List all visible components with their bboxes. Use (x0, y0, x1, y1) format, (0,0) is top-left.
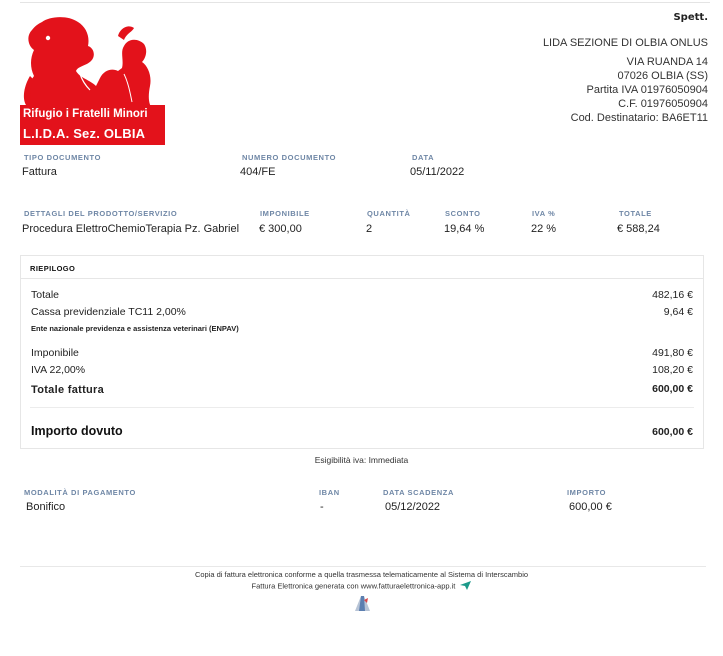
payment-amount-value: 600,00 € (569, 501, 612, 513)
summary-cassa-note: Ente nazionale previdenza e assistenza veterinari (ENPAV) (31, 324, 239, 333)
summary-iva-value: 108,20 € (652, 364, 693, 376)
recipient-city: 07026 OLBIA (SS) (617, 70, 708, 82)
importo-dovuto-value: 600,00 € (652, 426, 693, 438)
summary-totale-fattura-value: 600,00 € (652, 383, 693, 395)
payment-iban-label: IBAN (319, 488, 340, 497)
summary-imponibile-label: Imponibile (31, 347, 79, 359)
footer-divider (20, 566, 706, 567)
doc-type-value: Fattura (22, 166, 57, 178)
summary-iva-label: IVA 22,00% (31, 364, 86, 376)
recipient-vat: Partita IVA 01976050904 (586, 84, 708, 96)
summary-cassa-label: Cassa previdenziale TC11 2,00% (31, 306, 186, 318)
logo-line-2: L.I.D.A. Sez. OLBIA (23, 126, 146, 141)
items-header-discount: SCONTO (445, 209, 481, 218)
summary-imponibile-value: 491,80 € (652, 347, 693, 359)
doc-date-label: DATA (412, 153, 435, 162)
summary-totale-fattura-label: Totale fattura (31, 384, 105, 396)
summary-totale-label: Totale (31, 289, 60, 301)
recipient-heading: Spett. (673, 12, 708, 23)
summary-header (21, 256, 703, 279)
doc-number-value: 404/FE (240, 166, 276, 178)
summary-cassa-value: 9,64 € (663, 306, 693, 318)
item-imponibile: € 300,00 (259, 223, 302, 235)
footer-line-2 (0, 581, 723, 592)
summary-totale-value: 482,16 € (652, 289, 693, 301)
footer-line-1: Copia di fattura elettronica conforme a quella trasmessa telematicamente al Sistema di Interscambio (194, 570, 529, 579)
footer-generated-text: Fattura Elettronica generata con www.fatturaelettronica-app.it (251, 581, 456, 591)
recipient-code: Cod. Destinatario: BA6ET11 (570, 112, 708, 124)
summary-box (20, 255, 704, 449)
summary-divider (30, 407, 694, 408)
items-header-imponibile: IMPONIBILE (260, 209, 310, 218)
app-logo-icon (352, 594, 374, 617)
payment-amount-label: IMPORTO (567, 488, 607, 497)
items-header-quantity: QUANTITÀ (367, 209, 411, 218)
item-quantity: 2 (366, 223, 373, 235)
item-discount: 19,64 % (444, 223, 485, 235)
paper-plane-icon (460, 581, 471, 592)
items-header-total: TOTALE (619, 209, 652, 218)
item-vat: 22 % (531, 223, 557, 235)
recipient-fiscal-code: C.F. 01976050904 (618, 98, 708, 110)
item-description: Procedura ElettroChemioTerapia Pz. Gabriel (22, 223, 240, 235)
payment-due-label: DATA SCADENZA (383, 488, 454, 497)
payment-iban-value: - (320, 501, 324, 513)
payment-method-value: Bonifico (26, 501, 66, 513)
esigibilita-note: Esigibilità iva: Immediata (314, 455, 409, 465)
payment-method-label: MODALITÀ DI PAGAMENTO (24, 488, 136, 497)
recipient-address: VIA RUANDA 14 (626, 56, 708, 68)
doc-date-value: 05/11/2022 (410, 166, 465, 178)
top-divider (20, 2, 710, 3)
importo-dovuto-label: Importo dovuto (31, 424, 123, 438)
summary-title: RIEPILOGO (30, 264, 76, 273)
logo-line-1: Rifugio i Fratelli Minori (23, 108, 148, 120)
items-header-description: DETTAGLI DEL PRODOTTO/SERVIZIO (24, 209, 178, 218)
payment-due-value: 05/12/2022 (385, 501, 441, 513)
doc-number-label: NUMERO DOCUMENTO (242, 153, 337, 162)
item-total: € 588,24 (617, 223, 660, 235)
doc-type-label: TIPO DOCUMENTO (24, 153, 102, 162)
recipient-name: LIDA SEZIONE DI OLBIA ONLUS (542, 37, 708, 49)
items-header-vat: IVA % (532, 209, 556, 218)
organization-logo (20, 16, 165, 145)
